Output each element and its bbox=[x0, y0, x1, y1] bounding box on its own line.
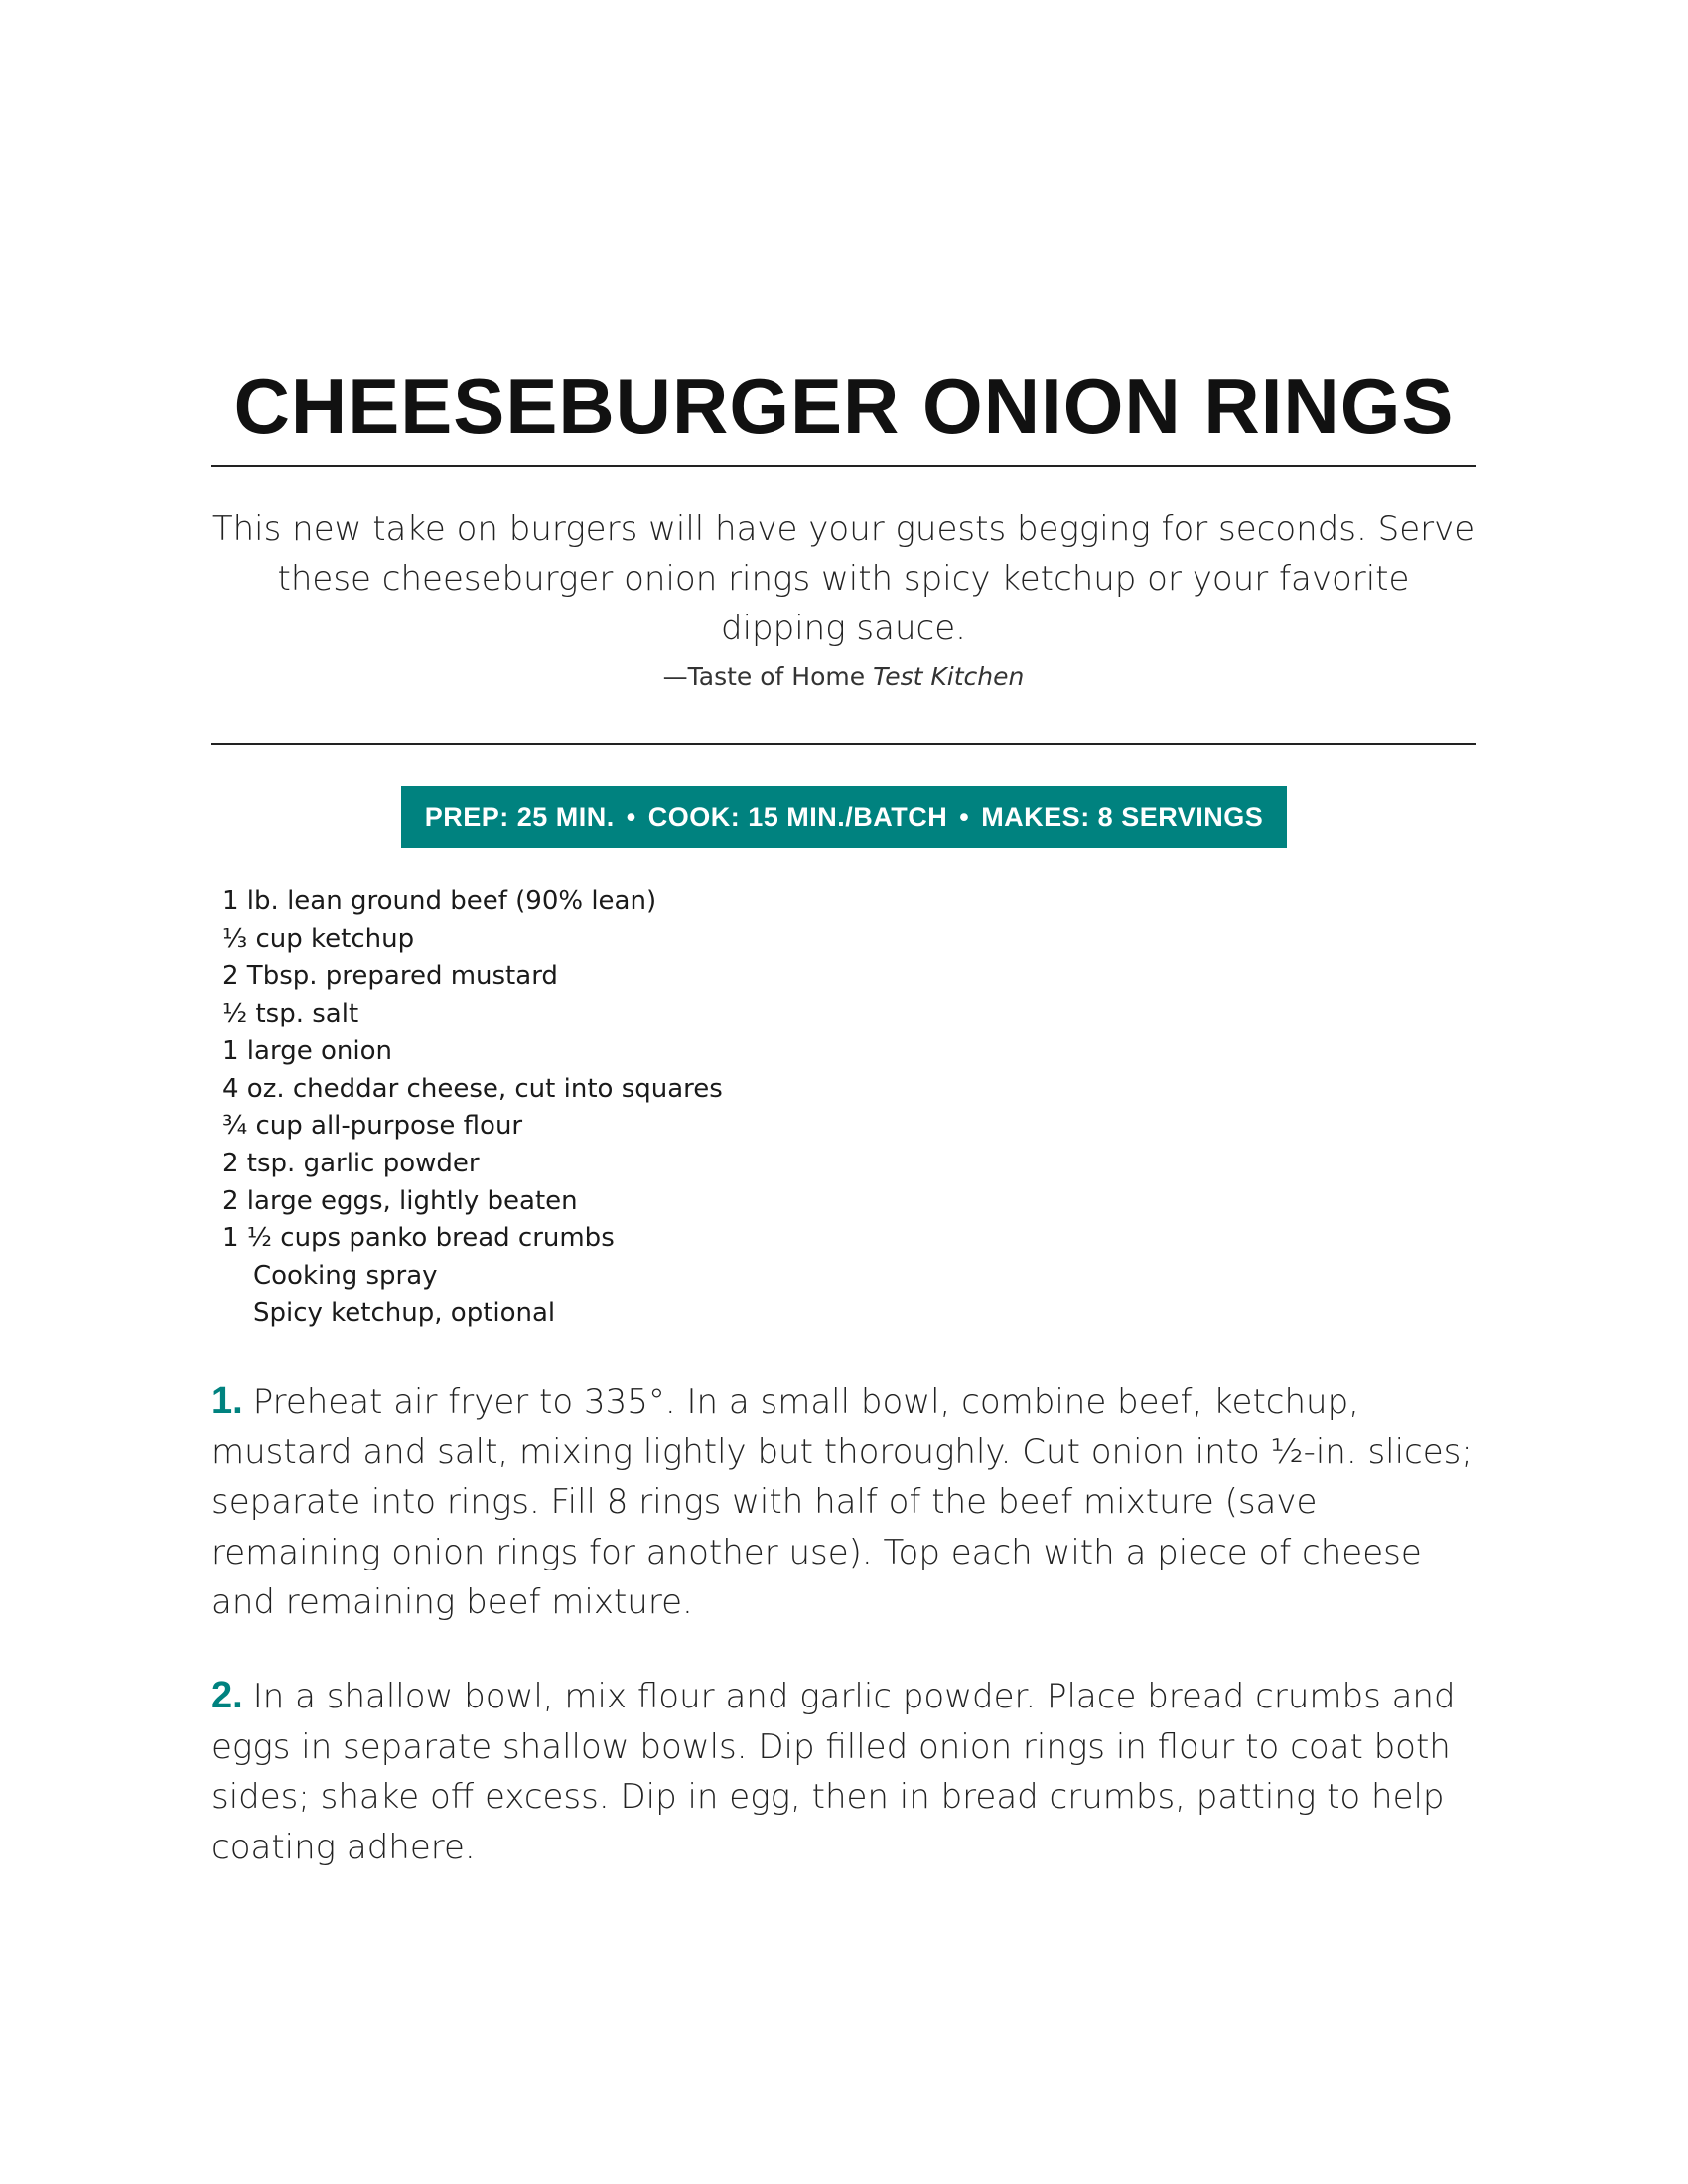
ingredient-item: 2 large eggs, lightly beaten bbox=[222, 1185, 578, 1216]
ingredient-item: ¾ cup all-purpose flour bbox=[222, 1111, 523, 1142]
ingredient-item: 1 large onion bbox=[222, 1035, 392, 1066]
prep-time: PREP: 25 MIN. bbox=[424, 801, 615, 832]
instruction-step-2 bbox=[211, 1671, 1476, 1872]
meta-separator: • bbox=[626, 801, 636, 832]
ingredient-item: 2 tsp. garlic powder bbox=[222, 1148, 480, 1178]
attribution-kitchen: Test Kitchen bbox=[873, 662, 1025, 691]
ingredient-item: 4 oz. cheddar cheese, cut into squares bbox=[222, 1073, 723, 1104]
ingredient-item: 2 Tbsp. prepared mustard bbox=[222, 961, 558, 992]
ingredient-item: 1 lb. lean ground beef (90% lean) bbox=[222, 887, 657, 916]
step-text: Preheat air fryer to 335°. In a small bowl, combine beef, ketchup, mustard and salt, mixing lightly but thoroughly. Cut onion into ½-in. slices; separate into rings. Fill 8 rings with half of the beef mixture (save remaining onion rings for another use). Top each with a piece of cheese and remaining beef mixture. bbox=[211, 1382, 1473, 1622]
ingredient-item: ⅓ cup ketchup bbox=[222, 923, 415, 954]
recipe-meta-bar bbox=[401, 786, 1287, 848]
ingredient-item: 1 ½ cups panko bread crumbs bbox=[222, 1223, 615, 1254]
bottom-divider bbox=[211, 743, 1476, 745]
recipe-attribution bbox=[211, 659, 1476, 695]
meta-separator: • bbox=[959, 801, 970, 832]
top-divider bbox=[211, 465, 1476, 467]
ingredient-item: Spicy ketchup, optional bbox=[253, 1297, 556, 1328]
step-number: 2. bbox=[211, 1675, 243, 1716]
recipe-title: CHEESEBURGER ONION RINGS bbox=[233, 362, 1455, 451]
step-number: 1. bbox=[211, 1380, 243, 1422]
ingredient-item: ½ tsp. salt bbox=[222, 999, 359, 1029]
step-text: In a shallow bowl, mix flour and garlic powder. Place bread crumbs and eggs in separate shallow bowls. Dip filled onion rings in flour to coat both sides; shake off excess. Dip in egg, then in bread crumbs, patting to help coating adhere. bbox=[211, 1677, 1456, 1867]
ingredient-list bbox=[222, 884, 1116, 1332]
cook-time: COOK: 15 MIN./BATCH bbox=[647, 801, 948, 832]
attribution-source: —Taste of Home bbox=[662, 662, 874, 691]
servings: MAKES: 8 SERVINGS bbox=[981, 801, 1264, 832]
recipe-intro: This new take on burgers will have your guests begging for seconds. Serve these cheeseburger onion rings with spicy ketchup or your favorite dipping sauce. bbox=[211, 509, 1476, 648]
ingredient-item: Cooking spray bbox=[253, 1261, 438, 1292]
instruction-step-1 bbox=[211, 1376, 1476, 1628]
